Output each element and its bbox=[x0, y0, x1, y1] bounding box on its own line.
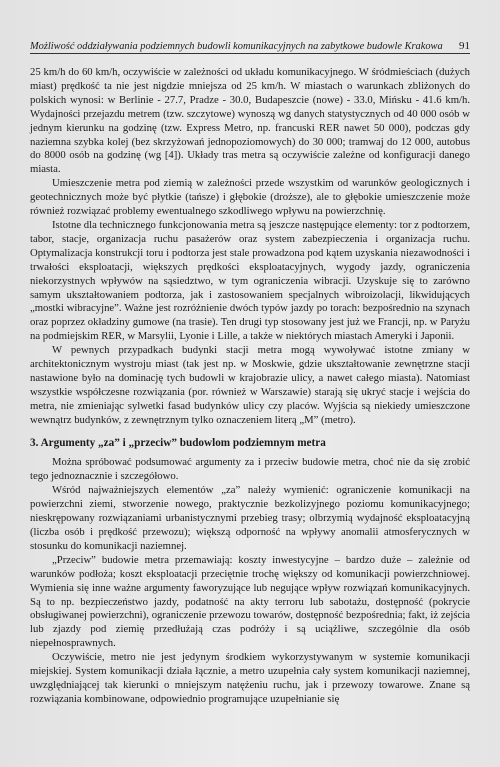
paragraph: Istotne dla technicznego funkcjonowania metra są jeszcze następujące elementy: tor z podtorzem, tabor, stacje, organizacja ruchu pasażerów oraz system zabezpieczenia i organizacja ruchu. Optymalizacja konstrukcji toru i podtorza jest stale prowadzona pod kątem uzyskania niezawodności i trwałości eksploatacji, większych prędkości eksploatacyjnych, wygody jazdy, ograniczenia niekorzystnych wpływów na sąsiedztwo, w tym ograniczenia wibracji. Uzyskuje się to zarówno samym ukształtowaniem podtorza, jak i zastosowaniem specjalnych wibroizolacji, likwidujących „mostki wibracyjne”. Ważne jest rozróżnienie dwóch typów jazdy po torach: bezpośrednio na szynach oraz poprzez okładziny gumowe (na trasie). Ten drugi typ stosowany jest już we Francji, np. w Paryżu na podmiejskim RER, w Marsylii, Lyonie i Lille, a także w niektórych miastach Ameryki i Japonii. bbox=[30, 218, 470, 343]
paragraph: Można spróbować podsumować argumenty za i przeciw budowie metra, choć nie da się zrobić tego jednoznacznie i szczegółowo. bbox=[30, 456, 470, 483]
paragraph: W pewnych przypadkach budynki stacji metra mogą wywoływać istotne zmiany w architektonicznym wystroju miast (tak jest np. w Moskwie, gdzie ukształtowanie zewnętrzne stacji nastawione było na dominację tych budowli w krajobrazie ulicy, a nawet całego miasta). Natomiast wszystkie współczesne rozwiązania (por. również w Warszawie) starają się ukryć stacje i wejścia do metra, nie zmieniając sylwetki fasad budynków ulicy czy placów. Wyjścia są niekiedy umieszczone wewnątrz budynków, z zewnętrznym tylko oznaczeniem literą „M” (metro). bbox=[30, 344, 470, 426]
running-header bbox=[30, 40, 470, 54]
paragraph: „Przeciw” budowie metra przemawiają: koszty inwestycyjne – bardzo duże – zależnie od warunków podłoża; koszt eksploatacji przeciętnie trochę większy od komunikacji powierzchniowej. Wymienia się inne ważne argumenty faworyzujące lub negujące wpływ rozwiązań komunikacyjnych. Są to np. bezpieczeństwo jazdy, podatność na akty terroru lub sabotażu, dostępność (pokrycie obsługiwanej powierzchni), ograniczenie przewozu towarów, dostępność bezpośrednia; fakt, iż zejścia lub zjazdy pod ziemię przedłużają czas podróży i są uciążliwe, szczególnie dla osób niepełnosprawnych. bbox=[30, 553, 470, 650]
running-title: Możliwość oddziaływania podziemnych budowli komunikacyjnych na zabytkowe budowle Krakowa bbox=[30, 41, 443, 52]
paragraph: Umieszczenie metra pod ziemią w zależności przede wszystkim od warunków geologicznych i geotechnicznych może być płytkie (tańsze) i głębokie (droższe), ale to głębokie umieszczenie może również rozwiązać problemy ewentualnego szkodliwego wpływu na powierzchnię. bbox=[30, 177, 470, 218]
page-body bbox=[30, 66, 470, 707]
page-number: 91 bbox=[459, 40, 470, 52]
paragraph: Wśród najważniejszych elementów „za” należy wymienić: ograniczenie komunikacji na powierzchni ziemi, stworzenie nowego, praktycznie bezkolizyjnego poziomu komunikacyjnego; nieskrępowany rozwiązaniami urbanistycznymi przebieg trasy; olbrzymią wydajność eksploatacyjną (liczba osób i prędkość przewozu); większą odporność na wpływy anomalii atmosferycznych w stosunku do komunikacji naziemnej. bbox=[30, 484, 470, 552]
paragraph: 25 km/h do 60 km/h, oczywiście w zależności od układu komunikacyjnego. W śródmieściach (dużych miast) prędkość ta nie jest nigdzie mniejsza od 25 km/h. W miastach o warunkach zbliżonych do polskich wynosi: w Berlinie - 27.7, Pradze - 30.0, Budapeszcie (nowe) - 33.0, Mińsku - 41.6 km/h. Wydajności przejazdu metrem (tzw. szczytowe) wynoszą wg danych statystycznych od 40 000 osób w jednym kierunku na godzinę (tzw. Express Metro, np. francuski RER nawet 50 000), podczas gdy naziemna szybka kolej (bez skrzyżowań jednopoziomowych) do 30 000; tramwaj do 12 000, autobus do 8000 osób na godzinę (wg [4]). Układy tras metra są oczywiście zależne od konfiguracji danego miasta. bbox=[30, 66, 470, 176]
paragraph: Oczywiście, metro nie jest jedynym środkiem wykorzystywanym w systemie komunikacji miejskiej. System komunikacji działa łącznie, a metro uzupełnia cały system komunikacji naziemnej, uwzględniającej tak kierunki o mniejszym natężeniu ruchu, jak i przewozy towarowe. Znane są rozwiązania kombinowane, odpowiednio programujące uzupełnianie się bbox=[30, 651, 470, 705]
section-heading: 3. Argumenty „za” i „przeciw” budowlom podziemnym metra bbox=[30, 436, 326, 449]
